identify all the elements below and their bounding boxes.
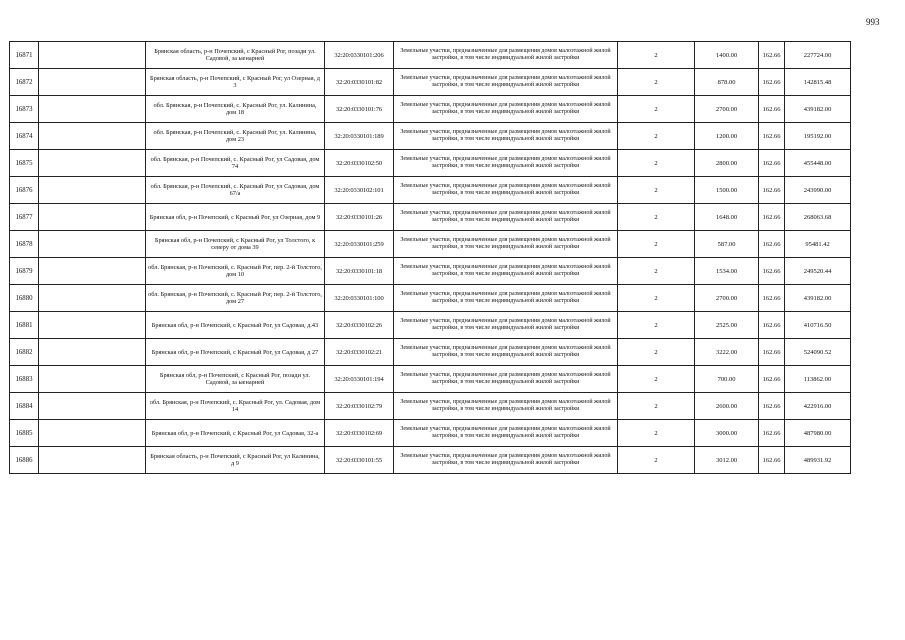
area-cell: 587.00 <box>695 231 759 258</box>
cadastral-number-cell: 32:20:0330101:194 <box>325 366 394 393</box>
address-cell: Брянская обл, р-н Почепский, с Красный Рог, ул Озерная, дом 9 <box>146 204 325 231</box>
cadastral-value-cell: 113862.00 <box>785 366 851 393</box>
cadastral-number-cell: 32:20:0330101:189 <box>325 123 394 150</box>
rate-cell: 162.66 <box>759 231 785 258</box>
cadastral-number-cell: 32:20:0330101:55 <box>325 447 394 474</box>
cadastral-value-cell: 439182.00 <box>785 285 851 312</box>
group-cell: 2 <box>618 339 695 366</box>
cadastral-value-cell: 268063.68 <box>785 204 851 231</box>
rate-cell: 162.66 <box>759 177 785 204</box>
land-use-cell: Земельные участки, предназначенные для размещения домов малоэтажной жилой застройки, в том числе индивидуальной жилой застройки <box>394 42 618 69</box>
table-row <box>10 258 851 285</box>
cadastral-value-cell: 142815.48 <box>785 69 851 96</box>
group-cell: 2 <box>618 258 695 285</box>
address-cell: обл. Брянская, р-н Почепский, с. Красный Рог, ул. Садовая, дом 14 <box>146 393 325 420</box>
rate-cell: 162.66 <box>759 393 785 420</box>
rate-cell: 162.66 <box>759 447 785 474</box>
row-number-cell: 16884 <box>10 393 39 420</box>
cadastral-number-cell: 32:20:0330101:18 <box>325 258 394 285</box>
rate-cell: 162.66 <box>759 258 785 285</box>
row-number-cell: 16873 <box>10 96 39 123</box>
address-cell: обл. Брянская, р-н Почепский, с. Красный Рог, ул. Калинина, дом 23 <box>146 123 325 150</box>
blank-cell <box>39 285 146 312</box>
land-use-cell: Земельные участки, предназначенные для размещения домов малоэтажной жилой застройки, в том числе индивидуальной жилой застройки <box>394 312 618 339</box>
table-body <box>10 42 851 474</box>
table-row <box>10 150 851 177</box>
blank-cell <box>39 42 146 69</box>
cadastral-value-cell: 487980.00 <box>785 420 851 447</box>
cadastral-number-cell: 32:20:0330102:21 <box>325 339 394 366</box>
table-row <box>10 312 851 339</box>
address-cell: обл. Брянская, р-н Почепский, с. Красный Рог, пер. 2-й Толстого, дом 27 <box>146 285 325 312</box>
row-number-cell: 16876 <box>10 177 39 204</box>
land-use-cell: Земельные участки, предназначенные для размещения домов малоэтажной жилой застройки, в том числе индивидуальной жилой застройки <box>394 339 618 366</box>
table-row <box>10 447 851 474</box>
land-registry-table <box>9 41 851 474</box>
area-cell: 3012.00 <box>695 447 759 474</box>
land-use-cell: Земельные участки, предназначенные для размещения домов малоэтажной жилой застройки, в том числе индивидуальной жилой застройки <box>394 285 618 312</box>
rate-cell: 162.66 <box>759 366 785 393</box>
address-cell: Брянская область, р-н Почепский, с Красный Рог, позади ул. Садовой, за ыенарней <box>146 42 325 69</box>
cadastral-value-cell: 95481.42 <box>785 231 851 258</box>
table-row <box>10 177 851 204</box>
rate-cell: 162.66 <box>759 42 785 69</box>
land-use-cell: Земельные участки, предназначенные для размещения домов малоэтажной жилой застройки, в том числе индивидуальной жилой застройки <box>394 123 618 150</box>
group-cell: 2 <box>618 204 695 231</box>
area-cell: 2800.00 <box>695 150 759 177</box>
row-number-cell: 16885 <box>10 420 39 447</box>
group-cell: 2 <box>618 123 695 150</box>
group-cell: 2 <box>618 447 695 474</box>
blank-cell <box>39 366 146 393</box>
land-use-cell: Земельные участки, предназначенные для размещения домов малоэтажной жилой застройки, в том числе индивидуальной жилой застройки <box>394 231 618 258</box>
rate-cell: 162.66 <box>759 420 785 447</box>
row-number-cell: 16881 <box>10 312 39 339</box>
page-number: 993 <box>866 17 880 27</box>
address-cell: Брянская обл, р-н Почепский, с Красный Рог, ул Садовая, д.43 <box>146 312 325 339</box>
table-row <box>10 285 851 312</box>
blank-cell <box>39 123 146 150</box>
land-use-cell: Земельные участки, предназначенные для размещения домов малоэтажной жилой застройки, в том числе индивидуальной жилой застройки <box>394 447 618 474</box>
row-number-cell: 16879 <box>10 258 39 285</box>
cadastral-value-cell: 524090.52 <box>785 339 851 366</box>
group-cell: 2 <box>618 312 695 339</box>
land-use-cell: Земельные участки, предназначенные для размещения домов малоэтажной жилой застройки, в том числе индивидуальной жилой застройки <box>394 258 618 285</box>
cadastral-value-cell: 249520.44 <box>785 258 851 285</box>
rate-cell: 162.66 <box>759 69 785 96</box>
blank-cell <box>39 339 146 366</box>
area-cell: 2525.00 <box>695 312 759 339</box>
area-cell: 1400.00 <box>695 42 759 69</box>
table-row <box>10 69 851 96</box>
row-number-cell: 16883 <box>10 366 39 393</box>
table-row <box>10 123 851 150</box>
land-use-cell: Земельные участки, предназначенные для размещения домов малоэтажной жилой застройки, в том числе индивидуальной жилой застройки <box>394 96 618 123</box>
table-row <box>10 96 851 123</box>
cadastral-value-cell: 455448.00 <box>785 150 851 177</box>
row-number-cell: 16880 <box>10 285 39 312</box>
blank-cell <box>39 177 146 204</box>
group-cell: 2 <box>618 366 695 393</box>
address-cell: Брянская обл, р-н Почепский, с Красный Рог, ул Толстого, к северу от дома 39 <box>146 231 325 258</box>
group-cell: 2 <box>618 393 695 420</box>
table-row <box>10 366 851 393</box>
cadastral-number-cell: 32:20:0330101:76 <box>325 96 394 123</box>
table-row <box>10 420 851 447</box>
cadastral-value-cell: 195192.00 <box>785 123 851 150</box>
blank-cell <box>39 96 146 123</box>
cadastral-value-cell: 410716.50 <box>785 312 851 339</box>
row-number-cell: 16871 <box>10 42 39 69</box>
blank-cell <box>39 150 146 177</box>
blank-cell <box>39 258 146 285</box>
blank-cell <box>39 312 146 339</box>
cadastral-number-cell: 32:20:0330102:79 <box>325 393 394 420</box>
blank-cell <box>39 393 146 420</box>
land-use-cell: Земельные участки, предназначенные для размещения домов малоэтажной жилой застройки, в том числе индивидуальной жилой застройки <box>394 420 618 447</box>
address-cell: обл. Брянская, р-н Почепский, с. Красный Рог, ул Садовая, дом 74 <box>146 150 325 177</box>
area-cell: 1534.00 <box>695 258 759 285</box>
rate-cell: 162.66 <box>759 123 785 150</box>
table-row <box>10 393 851 420</box>
area-cell: 3222.00 <box>695 339 759 366</box>
blank-cell <box>39 204 146 231</box>
area-cell: 878.00 <box>695 69 759 96</box>
row-number-cell: 16878 <box>10 231 39 258</box>
cadastral-number-cell: 32:20:0330102:26 <box>325 312 394 339</box>
table-row <box>10 339 851 366</box>
group-cell: 2 <box>618 42 695 69</box>
area-cell: 1200.00 <box>695 123 759 150</box>
rate-cell: 162.66 <box>759 150 785 177</box>
blank-cell <box>39 447 146 474</box>
cadastral-value-cell: 489931.92 <box>785 447 851 474</box>
group-cell: 2 <box>618 69 695 96</box>
area-cell: 1648.00 <box>695 204 759 231</box>
land-use-cell: Земельные участки, предназначенные для размещения домов малоэтажной жилой застройки, в том числе индивидуальной жилой застройки <box>394 177 618 204</box>
group-cell: 2 <box>618 96 695 123</box>
address-cell: обл. Брянская, р-н Почепский, с. Красный Рог, пер. 2-й Толстого, дом 10 <box>146 258 325 285</box>
rate-cell: 162.66 <box>759 339 785 366</box>
address-cell: обл. Брянская, р-н Почепский, с. Красный Рог, ул Садовая, дом 67/а <box>146 177 325 204</box>
cadastral-number-cell: 32:20:0330102:50 <box>325 150 394 177</box>
cadastral-number-cell: 32:20:0330101:82 <box>325 69 394 96</box>
cadastral-number-cell: 32:20:0330101:206 <box>325 42 394 69</box>
group-cell: 2 <box>618 150 695 177</box>
cadastral-value-cell: 422916.00 <box>785 393 851 420</box>
cadastral-number-cell: 32:20:0330102:101 <box>325 177 394 204</box>
group-cell: 2 <box>618 177 695 204</box>
blank-cell <box>39 420 146 447</box>
table-row <box>10 42 851 69</box>
row-number-cell: 16875 <box>10 150 39 177</box>
area-cell: 2700.00 <box>695 285 759 312</box>
rate-cell: 162.66 <box>759 96 785 123</box>
cadastral-value-cell: 227724.00 <box>785 42 851 69</box>
address-cell: обл. Брянская, р-н Почепский, с. Красный Рог, ул. Калинина, дом 18 <box>146 96 325 123</box>
table-row <box>10 231 851 258</box>
address-cell: Брянская обл, р-н Почепский, с Красный Рог, ул Садовая, д 27 <box>146 339 325 366</box>
group-cell: 2 <box>618 285 695 312</box>
land-use-cell: Земельные участки, предназначенные для размещения домов малоэтажной жилой застройки, в том числе индивидуальной жилой застройки <box>394 150 618 177</box>
land-use-cell: Земельные участки, предназначенные для размещения домов малоэтажной жилой застройки, в том числе индивидуальной жилой застройки <box>394 366 618 393</box>
row-number-cell: 16877 <box>10 204 39 231</box>
area-cell: 700.00 <box>695 366 759 393</box>
cadastral-value-cell: 439182.00 <box>785 96 851 123</box>
area-cell: 3000.00 <box>695 420 759 447</box>
rate-cell: 162.66 <box>759 312 785 339</box>
address-cell: Брянская область, р-н Почепский, с Красный Рог, ул Озерная, д 3 <box>146 69 325 96</box>
row-number-cell: 16874 <box>10 123 39 150</box>
address-cell: Брянская обл, р-н Почепский, с Красный Рог, позади ул. Садовой, за ыенарней <box>146 366 325 393</box>
address-cell: Брянская обл, р-н Почепский, с Красный Рог, ул Садовая, 32-а <box>146 420 325 447</box>
row-number-cell: 16872 <box>10 69 39 96</box>
cadastral-number-cell: 32:20:0330101:259 <box>325 231 394 258</box>
blank-cell <box>39 69 146 96</box>
land-use-cell: Земельные участки, предназначенные для размещения домов малоэтажной жилой застройки, в том числе индивидуальной жилой застройки <box>394 69 618 96</box>
row-number-cell: 16886 <box>10 447 39 474</box>
group-cell: 2 <box>618 420 695 447</box>
area-cell: 2700.00 <box>695 96 759 123</box>
rate-cell: 162.66 <box>759 204 785 231</box>
land-use-cell: Земельные участки, предназначенные для размещения домов малоэтажной жилой застройки, в том числе индивидуальной жилой застройки <box>394 204 618 231</box>
area-cell: 1500.00 <box>695 177 759 204</box>
cadastral-number-cell: 32:20:0330101:100 <box>325 285 394 312</box>
cadastral-number-cell: 32:20:0330102:69 <box>325 420 394 447</box>
cadastral-number-cell: 32:20:0330101:26 <box>325 204 394 231</box>
rate-cell: 162.66 <box>759 285 785 312</box>
land-use-cell: Земельные участки, предназначенные для размещения домов малоэтажной жилой застройки, в том числе индивидуальной жилой застройки <box>394 393 618 420</box>
row-number-cell: 16882 <box>10 339 39 366</box>
area-cell: 2600.00 <box>695 393 759 420</box>
table-row <box>10 204 851 231</box>
address-cell: Брянская область, р-н Почепский, с Красный Рог, ул Калинина, д 9 <box>146 447 325 474</box>
cadastral-value-cell: 243990.00 <box>785 177 851 204</box>
group-cell: 2 <box>618 231 695 258</box>
blank-cell <box>39 231 146 258</box>
